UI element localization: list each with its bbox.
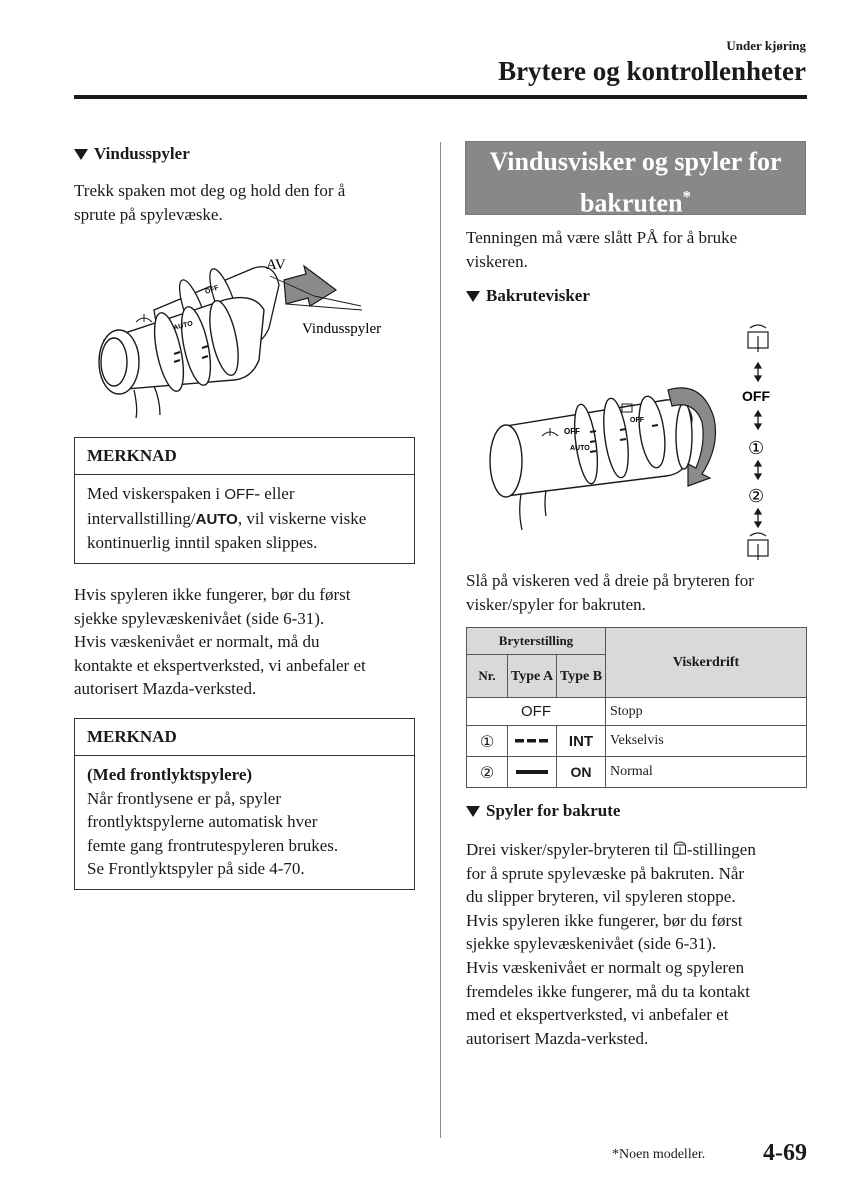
rear-washer-icon — [673, 841, 687, 856]
banner-line: Vindusvisker og spyler for — [489, 147, 782, 176]
cell-type-a — [508, 726, 557, 757]
text-part: -stillingen — [686, 840, 756, 859]
cell-nr: ② — [467, 757, 508, 788]
figure-label-off: AV — [266, 257, 286, 273]
text-line: autorisert Mazda-verksted. — [74, 679, 257, 699]
cell-operation: Stopp — [606, 698, 807, 726]
cell-operation: Vekselvis — [606, 726, 807, 757]
triangle-bullet-icon — [466, 291, 480, 302]
cell-type-b: ON — [557, 757, 606, 788]
rear-wiper-text — [466, 569, 808, 616]
knob-off-mark: OFF — [630, 417, 644, 424]
text-line — [466, 838, 808, 862]
text-line: Hvis spyleren ikke fungerer, bør du først — [466, 910, 743, 930]
note-text: , vil viskerne viske — [237, 508, 367, 528]
cell-type-a — [508, 757, 557, 788]
washer-lever-figure — [74, 250, 416, 430]
rear-washer-heading — [466, 801, 808, 821]
triangle-bullet-icon — [466, 806, 480, 817]
scale-pos1: ① — [748, 438, 765, 459]
note-line: kontinuerlig inntil spaken slippes. — [87, 533, 318, 553]
rear-washer-text — [466, 838, 808, 1050]
wash-bottom-icon — [748, 533, 768, 560]
banner-text: bakruten — [579, 188, 683, 218]
footnote-mark: * — [682, 187, 692, 206]
table-header-type-a: Type A — [508, 655, 557, 698]
text-line: Slå på viskeren ved å dreie på bryteren for — [466, 571, 754, 590]
text-part: Drei visker/spyler-bryteren til — [466, 840, 673, 859]
lever-auto-mark: AUTO — [172, 320, 194, 332]
text-line: Hvis væskenivået er normalt og spyleren — [466, 957, 745, 977]
text-line: viskeren. — [466, 251, 528, 271]
note-heading: MERKNAD — [75, 719, 414, 756]
table-row — [467, 757, 807, 788]
intermittent-dash-icon — [515, 737, 549, 745]
table-header-switch: Bryterstilling — [467, 628, 606, 655]
note-body — [75, 475, 414, 563]
cell-nr: ① — [467, 726, 508, 757]
section-label: Under kjøring — [726, 38, 806, 53]
text-line: for å sprute spylevæske på bakruten. Når — [466, 863, 745, 883]
note-text: Med viskerspaken i — [87, 484, 225, 503]
table-row — [467, 698, 807, 726]
intro-text — [466, 226, 808, 273]
scale-off: OFF — [742, 388, 770, 404]
note-box-1 — [74, 437, 415, 564]
rear-wiper-figure — [466, 318, 808, 568]
wiper-position-table — [466, 627, 807, 788]
washer-fault-text — [74, 583, 416, 701]
cell-type-b: INT — [557, 726, 606, 757]
note-line: Se Frontlyktspyler på side 4-70. — [87, 859, 305, 879]
text-line: kontakte et ekspertverksted, vi anbefaler et — [74, 655, 366, 675]
cell-operation: Normal — [606, 757, 807, 788]
washer-text — [74, 179, 416, 226]
scale-pos2: ② — [748, 486, 765, 507]
note-line: (Med frontlyktspylere) — [87, 765, 253, 784]
section-banner — [465, 141, 806, 218]
off-label: OFF — [224, 486, 255, 503]
text-line: sjekke spylevæskenivået (side 6-31). — [74, 608, 325, 628]
auto-label: AUTO — [195, 510, 238, 528]
note-text: intervallstilling/ — [87, 508, 196, 528]
table-header-operation: Viskerdrift — [606, 628, 807, 698]
note-line — [87, 482, 402, 507]
washer-text-line: Trekk spaken mot deg og hold den for å — [74, 181, 346, 200]
cell-off: OFF — [467, 698, 606, 726]
note-text: - eller — [254, 484, 295, 503]
note-line — [87, 507, 402, 532]
text-line: sjekke spylevæskenivået (side 6-31). — [466, 934, 717, 954]
rear-wiper-heading — [466, 286, 808, 306]
text-line: med et ekspertverksted, vi anbefaler et — [466, 1005, 729, 1025]
rear-wiper-heading-text: Bakrutevisker — [486, 286, 590, 305]
washer-text-line: sprute på spylevæske. — [74, 204, 223, 224]
text-line: Hvis væskenivået er normalt, må du — [74, 632, 320, 652]
figure-label-washer: Vindusspyler — [302, 321, 382, 337]
lever-off-mark: OFF — [564, 427, 580, 436]
note-body — [75, 756, 414, 889]
wash-top-icon — [748, 325, 768, 352]
footnote: *Noen modeller. — [612, 1147, 706, 1162]
text-line: visker/spyler for bakruten. — [466, 594, 646, 614]
header-rule — [74, 95, 807, 99]
lever-off-mark: OFF — [204, 284, 220, 296]
note-line: Når frontlysene er på, spyler — [87, 788, 282, 808]
table-header-nr: Nr. — [467, 655, 508, 698]
note-line: femte gang frontrutespyleren brukes. — [87, 835, 339, 855]
note-box-2 — [74, 718, 415, 890]
table-row — [467, 726, 807, 757]
column-divider — [440, 142, 441, 1138]
text-line: du slipper bryteren, vil spyleren stoppe. — [466, 887, 736, 907]
washer-heading-text: Vindusspyler — [94, 144, 190, 163]
text-line: fremdeles ikke fungerer, må du ta kontakt — [466, 981, 750, 1001]
triangle-bullet-icon — [74, 149, 88, 160]
washer-heading — [74, 144, 416, 164]
table-header-type-b: Type B — [557, 655, 606, 698]
note-heading: MERKNAD — [75, 438, 414, 475]
banner-line — [466, 179, 805, 221]
lever-auto-mark: AUTO — [570, 445, 590, 452]
text-line: autorisert Mazda-verksted. — [466, 1028, 649, 1048]
note-line: frontlyktspylerne automatisk hver — [87, 812, 318, 832]
page-number: 4-69 — [763, 1140, 807, 1166]
text-line: Hvis spyleren ikke fungerer, bør du først — [74, 585, 351, 604]
page-title: Brytere og kontrollenheter — [498, 56, 806, 86]
continuous-bar-icon — [515, 768, 549, 776]
text-line: Tenningen må være slått PÅ for å bruke — [466, 228, 738, 247]
rear-washer-heading-text: Spyler for bakrute — [486, 801, 621, 820]
